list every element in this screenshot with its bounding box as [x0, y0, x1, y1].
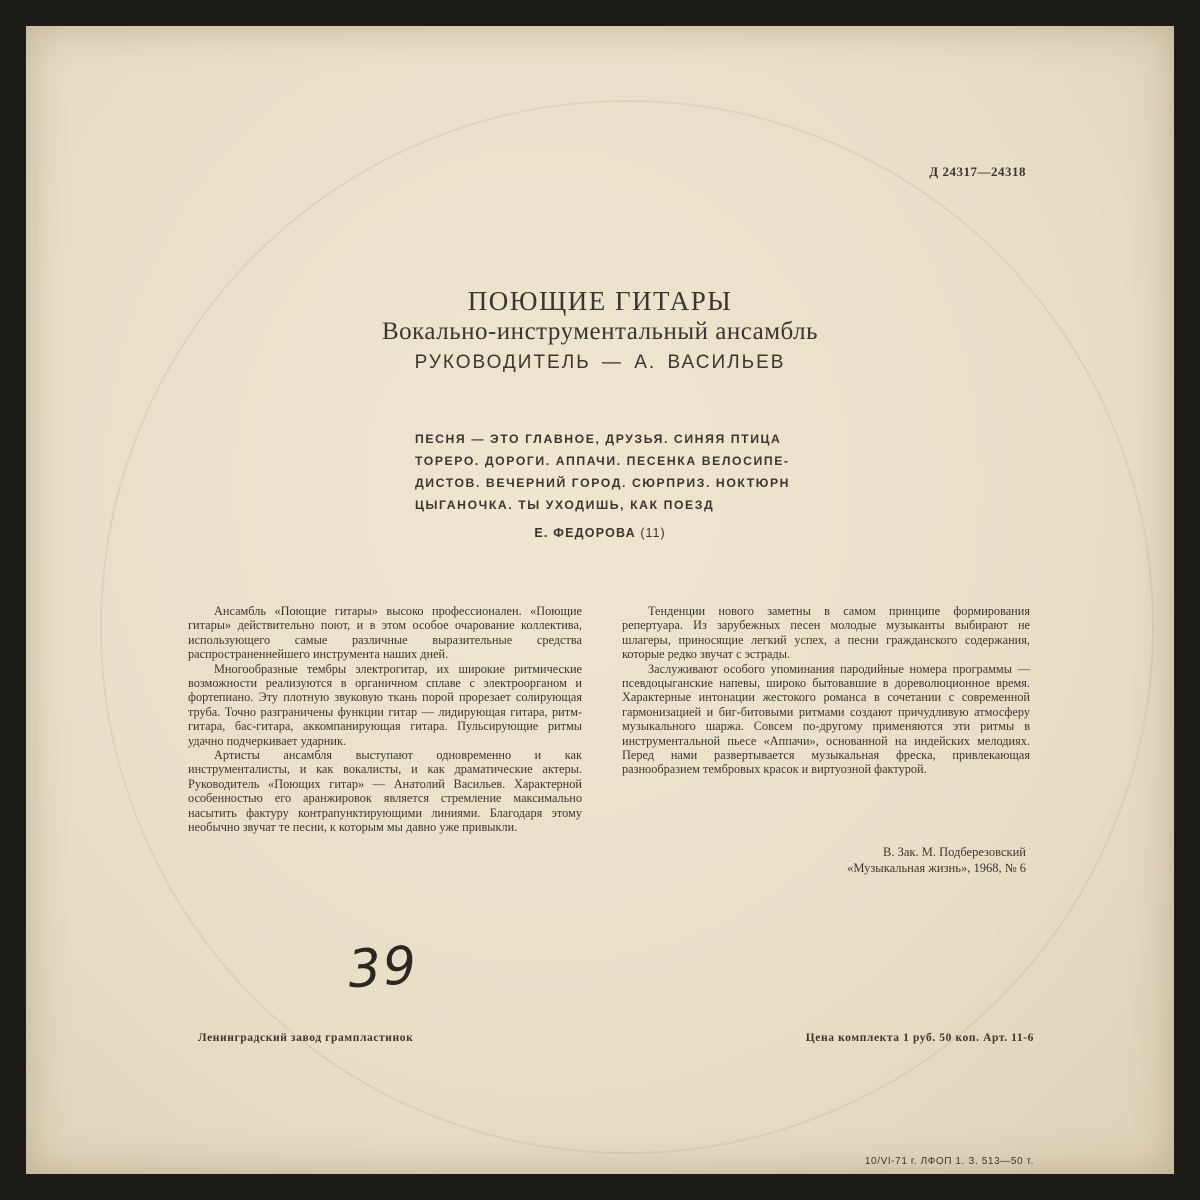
- signature-authors: В. Зак. М. Подберезовский: [883, 845, 1026, 859]
- author-line: [26, 526, 1174, 540]
- paragraph: Артисты ансамбля выступают одновременно и как инструменталисты, и как вокалисты, и как драматические актеры. Руководитель «Поющих гитар» — Анатолий Васильев. Характерной особенностью его аранжировок является стремление максимально насытить фактуру контрапунктирующими линиями. Благодаря этому необычно звучат те песни, к которым мы давно уже привыкли.: [188, 748, 582, 835]
- author-name: Е. ФЕДОРОВА: [534, 526, 636, 540]
- paragraph: Тенденции нового заметны в самом принципе формирования репертуара. Из зарубежных песен молодые музыканты выбирают не шлагеры, приносящие легкий успех, а песни гражданского содержания, которые редко звучат с эстрады.: [622, 604, 1030, 662]
- signature-source: «Музыкальная жизнь», 1968, № 6: [847, 861, 1026, 875]
- ensemble-leader: РУКОВОДИТЕЛЬ — А. ВАСИЛЬЕВ: [414, 352, 786, 373]
- paragraph: Заслуживают особого упоминания пародийные номера программы — псевдоцыганские напевы, широко бытовавшие в дореволюционное время. Характерные интонации жестокого романса в сочетании с современной гармонизацией и биг-битовыми ритмами создают причудливую атмосферу музыкального шаржа. Совсем по-другому применяются эти ритмы в инструментальной пьесе «Аппачи», основанной на индейских мелодиях. Перед нами развертывается музыкальная фреска, привлекающая разнообразием тембровых красок и виртуозной фактурой.: [622, 661, 1030, 777]
- liner-notes-left: [188, 604, 582, 835]
- album-title: ПОЮЩИЕ ГИТАРЫ: [467, 286, 733, 316]
- track-list: [415, 428, 835, 516]
- record-sleeve-back: [26, 26, 1174, 1174]
- track-line: ПЕСНЯ — ЭТО ГЛАВНОЕ, ДРУЗЬЯ. СИНЯЯ ПТИЦА: [415, 432, 782, 446]
- factory-name: Ленинградский завод грампластинок: [198, 1032, 414, 1044]
- liner-notes-right: [622, 604, 1030, 777]
- track-line: ТОРЕРО. ДОРОГИ. АППАЧИ. ПЕСЕНКА ВЕЛОСИПЕ-: [415, 454, 790, 468]
- price-line: Цена комплекта 1 руб. 50 коп. Арт. 11-6: [805, 1032, 1034, 1044]
- catalog-number: Д 24317—24318: [929, 164, 1026, 179]
- author-number: (11): [640, 526, 666, 540]
- track-line: ЦЫГАНОЧКА. ТЫ УХОДИШЬ, КАК ПОЕЗД: [415, 498, 715, 512]
- album-subtitle: Вокально-инструментальный ансамбль: [381, 318, 819, 345]
- paragraph: Ансамбль «Поющие гитары» высоко профессионален. «Поющие гитары» действительно поют, и в этом особое очарование коллектива, использующего самые различные выразительные средства распространеннейшего инструмента наших дней.: [188, 604, 582, 662]
- paragraph: Многообразные тембры электрогитар, их широкие ритмические возможности реализуются в органичном сплаве с электроорганом и фортепиано. Эту плотную звуковую ткань порой прорезает солирующая труба. Точно разграничены функции гитар — лидирующая гитара, ритм-гитара, бас-гитара, аккомпанирующая гитара. Пульсирующие ритмы удачно подчеркивает ударник.: [188, 661, 582, 748]
- track-line: ДИСТОВ. ВЕЧЕРНИЙ ГОРОД. СЮРПРИЗ. НОКТЮРН: [415, 476, 791, 490]
- signature-block: [847, 844, 1026, 876]
- print-info: 10/VI-71 г. ЛФОП 1. З. 513—50 т.: [864, 1156, 1034, 1167]
- handwritten-number: 39: [345, 935, 421, 1001]
